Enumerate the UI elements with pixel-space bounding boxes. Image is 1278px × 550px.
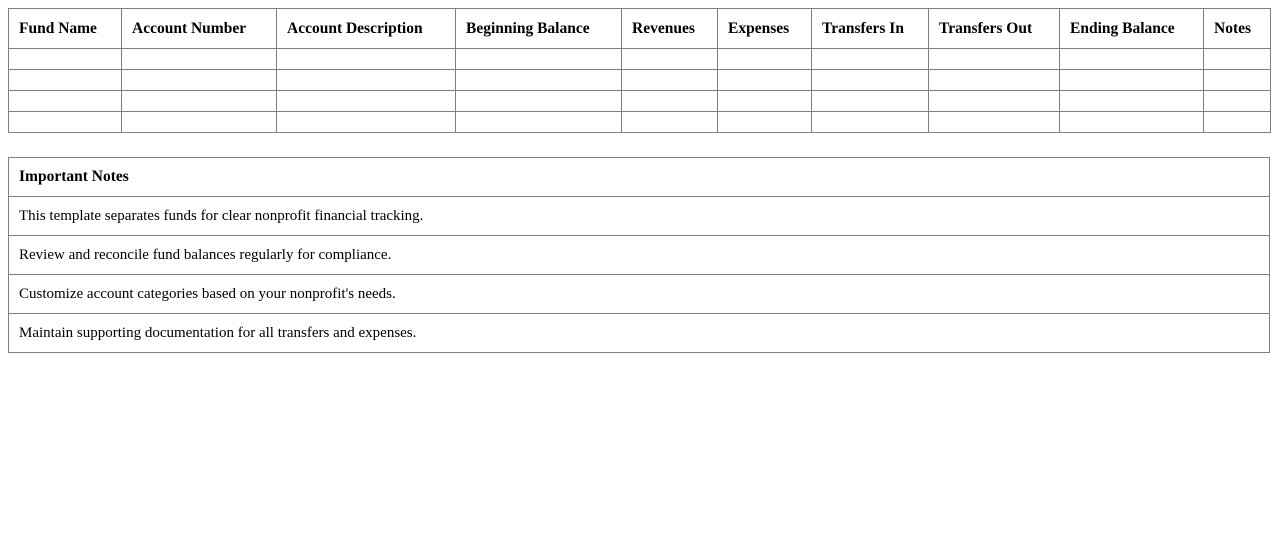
table-cell[interactable] (456, 91, 622, 112)
table-cell[interactable] (122, 70, 277, 91)
table-cell[interactable] (929, 49, 1060, 70)
table-cell[interactable] (929, 70, 1060, 91)
table-cell[interactable] (1060, 49, 1204, 70)
header-account-number: Account Number (122, 9, 277, 49)
table-cell[interactable] (122, 112, 277, 133)
table-cell[interactable] (718, 112, 812, 133)
note-text: This template separates funds for clear nonprofit financial tracking. (9, 197, 1270, 236)
list-item (9, 236, 1270, 275)
header-revenues: Revenues (622, 9, 718, 49)
table-cell[interactable] (1060, 70, 1204, 91)
table-cell[interactable] (9, 49, 122, 70)
table-cell[interactable] (812, 112, 929, 133)
table-cell[interactable] (456, 49, 622, 70)
header-notes: Notes (1204, 9, 1271, 49)
table-row (9, 91, 1271, 112)
table-cell[interactable] (718, 49, 812, 70)
fund-table-header-row (9, 9, 1271, 49)
table-cell[interactable] (1204, 70, 1271, 91)
table-cell[interactable] (9, 112, 122, 133)
fund-table (8, 8, 1271, 133)
table-cell[interactable] (622, 112, 718, 133)
table-cell[interactable] (122, 49, 277, 70)
table-cell[interactable] (456, 112, 622, 133)
note-text: Customize account categories based on your nonprofit's needs. (9, 275, 1270, 314)
note-text: Maintain supporting documentation for all transfers and expenses. (9, 314, 1270, 353)
table-cell[interactable] (622, 49, 718, 70)
header-transfers-in: Transfers In (812, 9, 929, 49)
notes-header-row (9, 158, 1270, 197)
table-cell[interactable] (929, 112, 1060, 133)
table-cell[interactable] (622, 70, 718, 91)
table-cell[interactable] (1204, 91, 1271, 112)
table-cell[interactable] (718, 70, 812, 91)
table-cell[interactable] (277, 91, 456, 112)
table-cell[interactable] (456, 70, 622, 91)
table-row (9, 49, 1271, 70)
notes-title: Important Notes (9, 158, 1270, 197)
list-item (9, 197, 1270, 236)
page-content (8, 8, 1270, 353)
table-cell[interactable] (122, 91, 277, 112)
table-cell[interactable] (9, 70, 122, 91)
table-cell[interactable] (277, 112, 456, 133)
table-row (9, 112, 1271, 133)
header-account-description: Account Description (277, 9, 456, 49)
list-item (9, 275, 1270, 314)
table-cell[interactable] (1204, 112, 1271, 133)
header-expenses: Expenses (718, 9, 812, 49)
table-cell[interactable] (812, 91, 929, 112)
header-beginning-balance: Beginning Balance (456, 9, 622, 49)
header-fund-name: Fund Name (9, 9, 122, 49)
table-cell[interactable] (277, 70, 456, 91)
header-transfers-out: Transfers Out (929, 9, 1060, 49)
table-cell[interactable] (812, 70, 929, 91)
table-cell[interactable] (1204, 49, 1271, 70)
table-cell[interactable] (9, 91, 122, 112)
note-text: Review and reconcile fund balances regularly for compliance. (9, 236, 1270, 275)
table-cell[interactable] (1060, 91, 1204, 112)
table-cell[interactable] (812, 49, 929, 70)
table-cell[interactable] (1060, 112, 1204, 133)
header-ending-balance: Ending Balance (1060, 9, 1204, 49)
list-item (9, 314, 1270, 353)
table-row (9, 70, 1271, 91)
table-cell[interactable] (622, 91, 718, 112)
table-cell[interactable] (277, 49, 456, 70)
important-notes-table (8, 157, 1270, 353)
table-cell[interactable] (929, 91, 1060, 112)
table-cell[interactable] (718, 91, 812, 112)
